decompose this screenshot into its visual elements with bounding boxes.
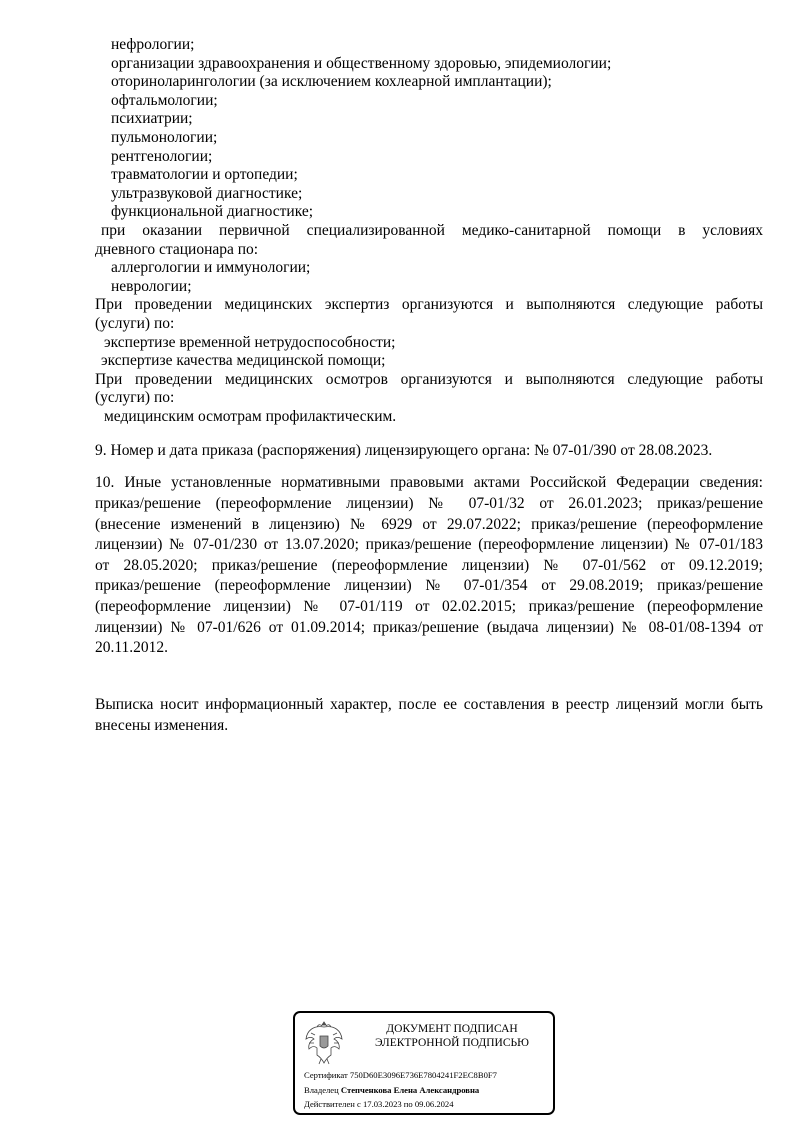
services-list: [95, 36, 763, 222]
section-heading-cont: (услуги) по:: [95, 314, 175, 332]
section-9: 9. Номер и дата приказа (распоряжения) лицензирующего органа: № 07-01/390 от 28.08.2023.: [95, 442, 713, 460]
section-10-line: (переоформление лицензии) № 07-01/119 от 02.02.2015; приказ/решение (переоформление: [95, 598, 763, 616]
list-item: медицинским осмотрам профилактическим.: [104, 407, 397, 425]
section-heading: при оказании первичной специализированной медико-санитарной помощи в условиях: [101, 221, 763, 239]
list-item: организации здравоохранения и общественному здоровью, эпидемиологии;: [111, 54, 612, 72]
section-heading-cont: (услуги) по:: [95, 389, 175, 407]
document-body: [95, 36, 763, 736]
list-item: аллергологии и иммунологии;: [111, 259, 311, 277]
section-10-line: приказ/решение (переоформление лицензии) № 07-01/354 от 29.08.2019; приказ/решение: [95, 577, 763, 595]
section-heading-cont: дневного стационара по:: [95, 240, 259, 258]
section-10-line: (внесение изменений в лицензию) № 6929 от 29.07.2022; приказ/решение (переоформление: [95, 515, 763, 533]
disclaimer: [95, 694, 763, 736]
electronic-signature-stamp: [293, 1011, 555, 1115]
section-10-line: от 28.05.2020; приказ/решение (переоформление лицензии) № 07-01/562 от 09.12.2019;: [95, 556, 763, 574]
list-item: неврологии;: [111, 277, 192, 295]
expertise-section: [95, 296, 763, 370]
validity-row: Действителен с 17.03.2023 по 09.06.2024: [304, 1099, 454, 1109]
coat-of-arms-icon: [303, 1019, 345, 1067]
list-item: нефрологии;: [111, 36, 195, 53]
section-heading: При проведении медицинских экспертиз организуются и выполняются следующие работы: [95, 296, 763, 314]
list-item: рентгенологии;: [111, 147, 213, 165]
owner-label: Владелец: [304, 1085, 339, 1095]
list-item: ультразвуковой диагностике;: [111, 184, 303, 202]
disclaimer-line: Выписка носит информационный характер, после ее составления в реестр лицензий могли быть: [95, 695, 763, 713]
list-item: травматологии и ортопедии;: [111, 166, 298, 184]
certificate-label: Сертификат: [304, 1070, 348, 1080]
list-item: офтальмологии;: [111, 91, 218, 109]
day-hospital-section: [95, 222, 763, 296]
list-item: экспертизе временной нетрудоспособности;: [104, 333, 396, 351]
stamp-title: [357, 1022, 547, 1050]
section-10-line: 10. Иные установленные нормативными правовыми актами Российской Федерации сведения:: [95, 474, 763, 492]
list-item: оториноларингологии (за исключением кохлеарной имплантации);: [111, 73, 552, 91]
stamp-title-line: ДОКУМЕНТ ПОДПИСАН: [386, 1023, 518, 1035]
section-heading: При проведении медицинских осмотров организуются и выполняются следующие работы: [95, 370, 763, 388]
certificate-row: [304, 1070, 497, 1081]
list-item: функциональной диагностике;: [111, 203, 314, 221]
section-10: [95, 473, 763, 658]
disclaimer-line: внесены изменения.: [95, 716, 229, 734]
section-10-line: лицензии) № 07-01/626 от 01.09.2014; приказ/решение (выдача лицензии) № 08-01/08-1394 от: [95, 618, 763, 636]
section-10-line: лицензии) № 07-01/230 от 13.07.2020; приказ/решение (переоформление лицензии) № 07-01/183: [95, 536, 763, 554]
list-item: пульмонологии;: [111, 128, 218, 146]
list-item: экспертизе качества медицинской помощи;: [101, 352, 386, 370]
section-10-line: 20.11.2012.: [95, 639, 169, 657]
owner-row: [304, 1085, 479, 1096]
certificate-value: 750D60E3096E736E7804241F2EC8B0F7: [349, 1070, 497, 1080]
owner-value: Степченкова Елена Александровна: [340, 1085, 480, 1095]
section-10-line: приказ/решение (переоформление лицензии) № 07-01/32 от 26.01.2023; приказ/решение: [95, 495, 763, 513]
list-item: психиатрии;: [111, 110, 193, 128]
exams-section: [95, 371, 763, 427]
stamp-title-line: ЭЛЕКТРОННОЙ ПОДПИСЬЮ: [375, 1037, 529, 1049]
